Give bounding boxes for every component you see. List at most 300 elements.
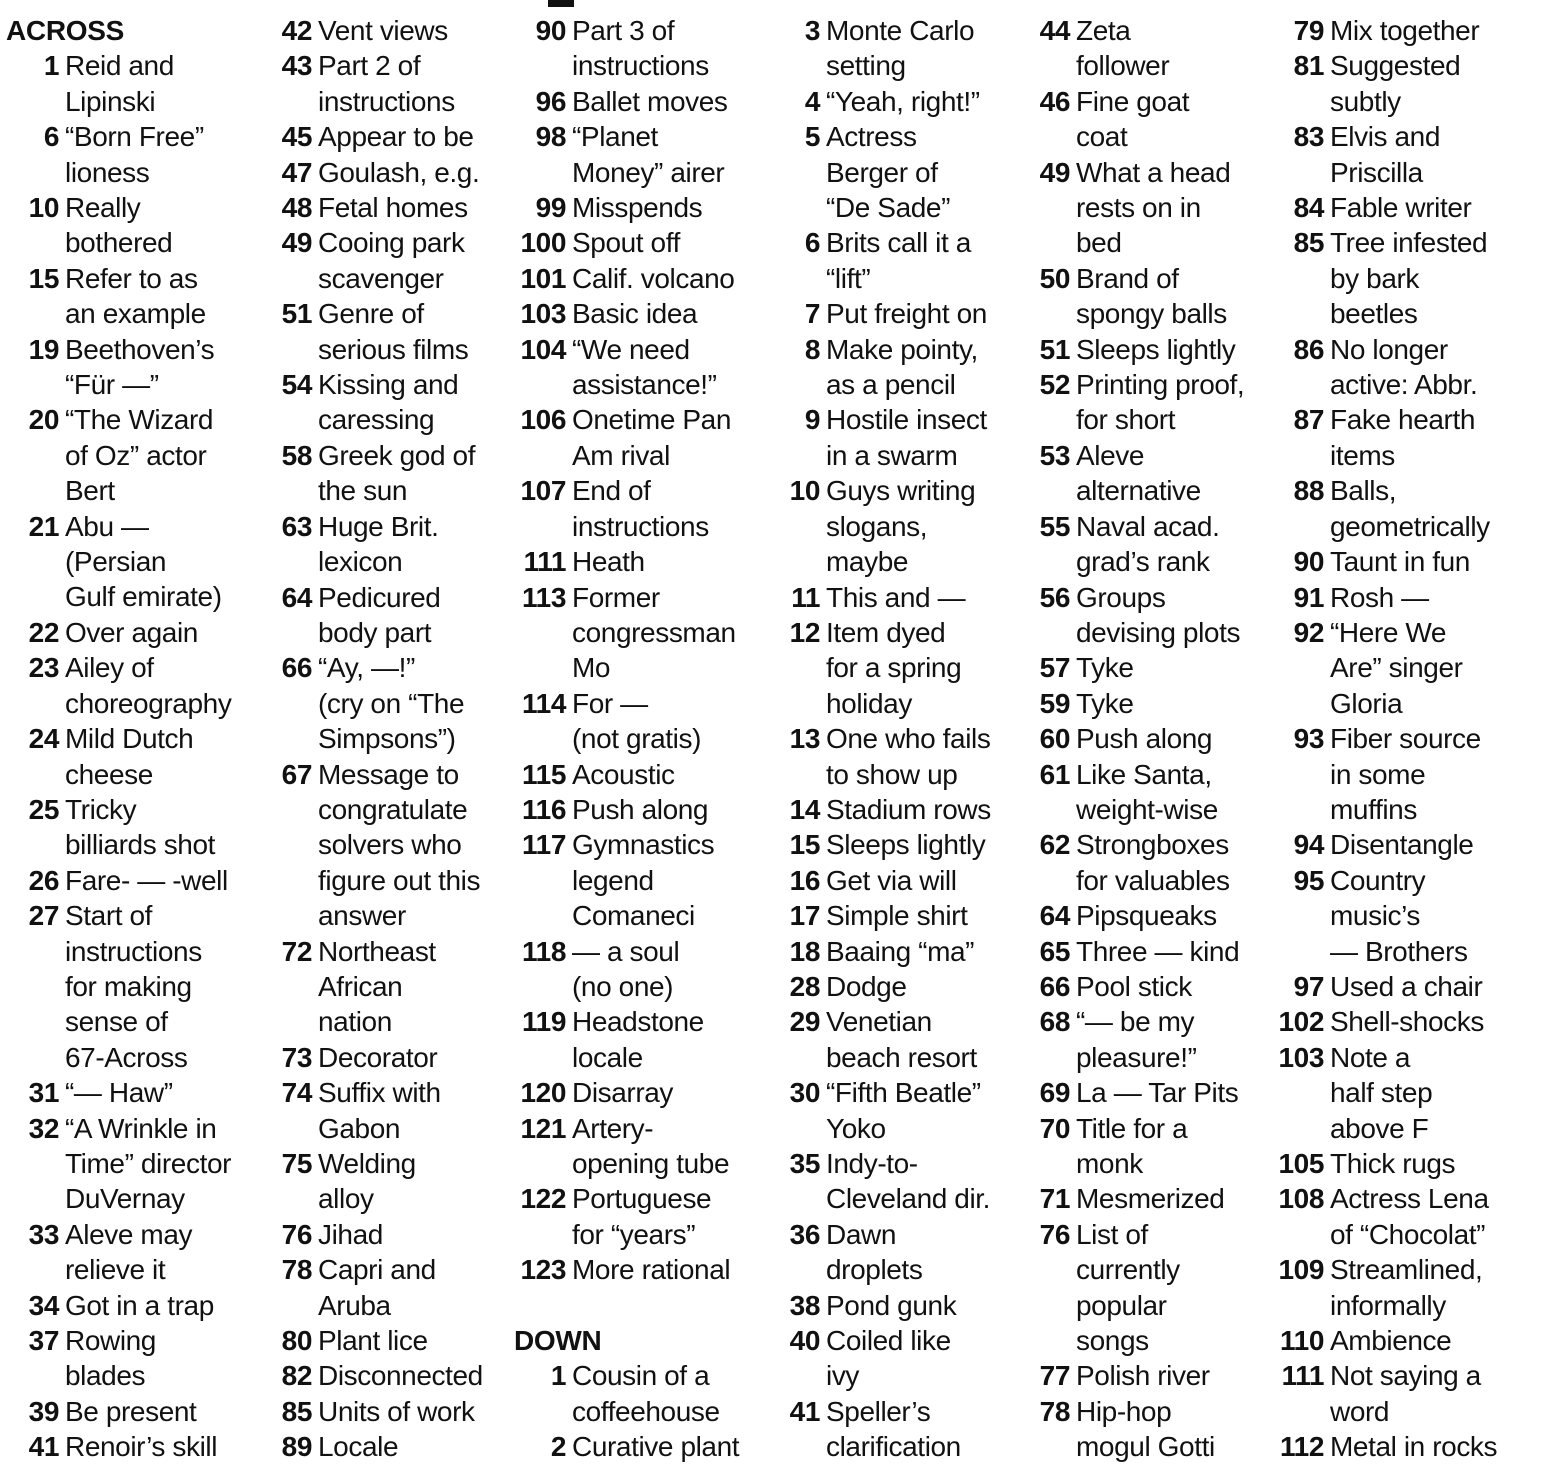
clue-text-line: Headstone [572,1006,704,1038]
clue-text [318,13,512,48]
clue-text-line: Title for a [1076,1112,1188,1144]
clue-text [318,1323,512,1358]
clue-item [1034,1004,1268,1075]
clue-text-line: Not saying a [1330,1360,1481,1392]
clue-item [6,119,272,190]
clue-text [318,1429,512,1464]
clue-item [514,13,782,84]
clue-item [514,1075,782,1110]
clue-text-line: Simpsons”) [318,723,456,755]
clue-item [514,757,782,792]
clue-number: 103 [1278,1041,1324,1073]
clue-number: 37 [28,1325,59,1357]
clue-text-line: Goulash, e.g. [318,156,480,188]
clue-text [1330,1004,1542,1039]
clue-item [6,792,272,863]
clue-text-line: Ballet moves [572,85,728,117]
clue-item [1272,13,1542,48]
clue-text-line: Venetian [826,1006,932,1038]
clue-number: 106 [520,404,566,436]
clue-text [318,1252,512,1323]
clue-number: 80 [281,1325,312,1357]
clue-text-line: in some [1330,758,1426,790]
clue-number: 15 [28,262,59,294]
clue-item [1272,1146,1542,1181]
clue-item [1272,1181,1542,1252]
clue-text-line: Stadium rows [826,793,991,825]
clue-text [318,225,512,296]
clue-number: 48 [281,192,312,224]
clue-text-line: locale [572,1041,643,1073]
clue-number: 97 [1293,970,1324,1002]
clue-item [274,580,512,651]
clue-text [826,225,1032,296]
clue-text-line: devising plots [1076,616,1241,648]
clue-text-line: scavenger [318,262,444,294]
clue-text-line: DuVernay [65,1183,185,1215]
clue-text-line: Item dyed [826,616,946,648]
clue-number: 50 [1039,262,1070,294]
clue-item [784,1075,1032,1146]
clue-text-line: sense of [65,1006,168,1038]
clue-text-line: billiards shot [65,829,216,861]
clue-text [318,190,512,225]
clue-text-line: serious films [318,333,469,365]
clue-item [784,1217,1032,1288]
clue-text [318,1358,512,1393]
clue-number: 49 [281,227,312,259]
clue-number: 66 [1039,970,1070,1002]
clue-text-line: Monte Carlo [826,15,975,46]
clue-number: 64 [281,581,312,613]
clue-number: 115 [522,758,566,790]
clue-text [826,1075,1032,1146]
clue-text [1330,1358,1542,1429]
clue-number: 19 [28,333,59,365]
clue-text-line: Simple shirt [826,900,968,932]
clue-text-line: Cooing park [318,227,465,259]
clue-text-line: “Ay, —!” [318,652,415,684]
clue-text-line: songs [1076,1325,1149,1357]
clue-text [572,225,782,260]
clue-text-line: Disarray [572,1077,674,1109]
clue-text-line: “Yeah, right!” [826,85,980,117]
clue-item [1034,438,1268,509]
clue-text-line: For — [572,687,648,719]
clue-number: 10 [28,192,59,224]
clue-text-line: Rowing [65,1325,156,1357]
clue-text-line: beetles [1330,298,1418,330]
clue-text-line: Aleve [1076,439,1145,471]
clue-text [65,48,272,119]
clue-text-line: Groups [1076,581,1166,613]
clue-number: 1 [43,50,59,82]
clue-text [318,1394,512,1429]
clue-item [6,1394,272,1429]
clue-text [1330,1146,1542,1181]
clue-item [784,1004,1032,1075]
clue-text-line: Fare- — -well [65,864,228,896]
clue-text-line: Greek god of [318,439,476,471]
clue-text-line: for “years” [572,1218,696,1250]
clue-text-line: Genre of [318,298,424,330]
clue-text-line: Comaneci [572,900,695,932]
clue-text-line: Am rival [572,439,670,471]
clue-text-line: nation [318,1006,392,1038]
clue-text-line: Brits call it a [826,227,971,259]
clue-number: 109 [1278,1254,1324,1286]
clue-item [1272,332,1542,403]
clue-text [826,1288,1032,1323]
clue-text-line: Start of [65,900,153,932]
clue-text-line: bed [1076,227,1122,259]
clue-text-line: Disentangle [1330,829,1474,861]
clue-item [274,296,512,367]
clue-text-line: Dawn [826,1218,896,1250]
clue-item [6,863,272,898]
clue-text-line: Portuguese [572,1183,712,1215]
clue-item [514,261,782,296]
clue-text-line: Priscilla [1330,156,1423,188]
clue-item [1272,1004,1542,1039]
clue-text-line: an example [65,298,206,330]
clue-text-line: Used a chair [1330,970,1483,1002]
clue-text [1076,332,1268,367]
clue-text-line: figure out this [318,864,481,896]
clue-text-line: Gymnastics [572,829,715,861]
clue-text-line: droplets [826,1254,923,1286]
clue-item [784,969,1032,1004]
clue-text-line: follower [1076,50,1170,82]
clue-item [1272,402,1542,473]
clue-number: 62 [1039,829,1070,861]
clue-text-line: of Oz” actor [65,439,207,471]
clue-number: 81 [1293,50,1324,82]
clue-text [1330,827,1542,862]
clue-text [1330,721,1542,827]
clue-number: 32 [28,1112,59,1144]
clue-number: 39 [28,1395,59,1427]
clue-number: 122 [520,1183,566,1215]
clue-number: 35 [789,1148,820,1179]
clue-text [65,898,272,1075]
clue-item [6,1111,272,1217]
clue-number: 53 [1039,439,1070,471]
clue-number: 14 [789,793,820,825]
clue-item [514,402,782,473]
clue-text-line: Streamlined, [1330,1254,1483,1286]
clue-text [1076,721,1268,756]
clue-text [318,1217,512,1252]
clue-text-line: La — Tar Pits [1076,1077,1239,1109]
clue-number: 118 [522,935,566,967]
clue-item [1272,1040,1542,1146]
clue-number: 45 [281,121,312,153]
clue-item [1272,1252,1542,1323]
clue-item [784,721,1032,792]
clue-number: 22 [28,616,59,648]
clue-item [514,544,782,579]
clue-text-line: Push along [572,793,709,825]
clue-number: 84 [1293,192,1324,224]
clue-text-line: alloy [318,1183,374,1215]
clue-item [514,1358,782,1429]
clue-text-line: Suffix with [318,1077,441,1109]
clue-number: 51 [281,298,312,330]
clue-text [826,1323,1032,1394]
clue-text [1330,580,1542,615]
clue-text [318,367,512,438]
clue-item [514,827,782,933]
clue-number: 96 [535,85,566,117]
clue-text-line: informally [1330,1289,1446,1321]
clue-text-line: active: Abbr. [1330,369,1478,401]
clue-text-line: answer [318,900,406,932]
clue-item [1034,509,1268,580]
clue-text [1076,1004,1268,1075]
clue-number: 105 [1278,1148,1324,1179]
clue-item [6,509,272,615]
clue-text-line: Cleveland dir. [826,1183,991,1215]
clue-text [1076,509,1268,580]
clue-number: 102 [1278,1006,1324,1038]
clue-text-line: — Brothers [1330,935,1468,967]
clue-text [1076,580,1268,651]
clue-item [1272,1323,1542,1358]
clue-number: 63 [281,510,312,542]
clue-text-line: Over again [65,616,198,648]
clue-item [1034,827,1268,898]
clue-text-line: instructions [65,935,202,967]
clue-item [6,48,272,119]
clue-text-line: congressman [572,616,736,648]
clue-text [1076,898,1268,933]
clue-text [318,296,512,367]
clue-item [1034,580,1268,651]
clue-text [1076,969,1268,1004]
clue-text-line: blades [65,1360,146,1392]
clue-text-line: Ailey of [65,652,154,684]
clue-text-line: Pond gunk [826,1289,957,1321]
clue-number: 58 [281,439,312,471]
clue-text [572,1075,782,1110]
clue-number: 73 [281,1041,312,1073]
clue-text-line: grad’s rank [1076,546,1210,578]
clue-text [1076,261,1268,332]
clue-item [514,1252,782,1287]
clue-item [1034,969,1268,1004]
clue-number: 13 [789,723,820,755]
clue-text [1330,225,1542,331]
clue-text [318,1146,512,1217]
clue-number: 120 [520,1077,566,1109]
clue-number: 119 [522,1006,566,1038]
clue-number: 3 [804,15,820,46]
clue-text [572,1111,782,1182]
clue-number: 101 [520,262,566,294]
clue-number: 76 [1039,1218,1070,1250]
clue-column-2 [274,13,512,1465]
clue-number: 23 [28,652,59,684]
clue-text [572,190,782,225]
clue-text [1076,1111,1268,1182]
clue-text [318,580,512,651]
clue-number: 55 [1039,510,1070,542]
clue-item [1034,367,1268,438]
clue-text-line: Curative plant [572,1431,740,1463]
clue-text-line: End of [572,475,651,507]
clue-number: 116 [522,793,566,825]
clue-text-line: Mesmerized [1076,1183,1225,1215]
clue-text-line: Gabon [318,1112,401,1144]
clue-text-line: Plant lice [318,1325,428,1357]
clue-item [1034,84,1268,155]
clue-text-line: Abu — [65,510,149,542]
clue-text [1330,1181,1542,1252]
clue-number: 54 [281,369,312,401]
clue-text-line: maybe [826,546,909,578]
clue-number: 31 [28,1077,59,1109]
clue-number: 117 [522,829,566,861]
clue-text [65,402,272,508]
clue-text-line: Taunt in fun [1330,546,1470,578]
clue-text [1076,1217,1268,1359]
clue-text [1330,969,1542,1004]
clue-text-line: lioness [65,156,150,188]
clue-text-line: Hip-hop [1076,1395,1172,1427]
clue-text-line: bothered [65,227,173,259]
clue-item [274,438,512,509]
clue-text-line: Welding [318,1148,416,1179]
clue-number: 74 [281,1077,312,1109]
clue-number: 51 [1039,333,1070,365]
clue-text-line: above F [1330,1112,1429,1144]
clue-text-line: Berger of [826,156,938,188]
clue-text [1330,615,1542,721]
clue-item [1034,650,1268,685]
clue-text [826,1146,1032,1217]
clue-number: 34 [28,1289,59,1321]
clue-item [784,119,1032,225]
clue-number: 99 [535,192,566,224]
clue-text [1330,1040,1542,1146]
clue-item [514,84,782,119]
clue-text [65,1288,272,1323]
clue-text-line: Renoir’s skill [65,1431,218,1463]
clue-number: 25 [28,793,59,825]
clue-text-line: setting [826,50,906,82]
clue-text-line: Part 3 of [572,15,675,46]
clue-item [514,296,782,331]
clue-text-line: relieve it [65,1254,166,1286]
clue-number: 2 [550,1431,566,1463]
clue-item [6,1075,272,1110]
clue-text-line: “— be my [1076,1006,1195,1038]
clue-number: 77 [1039,1360,1070,1392]
clue-text-line: Get via will [826,864,957,896]
clue-item [514,332,782,403]
top-edge-mark [548,0,574,7]
clue-item [784,898,1032,933]
clue-text [572,402,782,473]
clue-number: 85 [281,1395,312,1427]
clue-text-line: Naval acad. [1076,510,1220,542]
clue-item [274,1429,512,1464]
clue-text-line: “Für —” [65,369,159,401]
clue-item [6,650,272,721]
clue-item [784,84,1032,119]
clue-text-line: Basic idea [572,298,698,330]
clue-number: 42 [281,15,312,46]
clue-text [1076,650,1268,685]
clue-text-line: Onetime Pan [572,404,732,436]
clue-text [1076,1358,1268,1393]
clue-text [826,473,1032,579]
clue-text-line: subtly [1330,85,1401,117]
clue-text-line: Fiber source [1330,723,1481,755]
clue-number: 17 [789,900,820,932]
clue-text-line: lexicon [318,546,403,578]
clue-text-line: cheese [65,758,153,790]
clue-number: 110 [1280,1325,1324,1357]
clue-number: 69 [1039,1077,1070,1109]
clue-text-line: Suggested [1330,50,1461,82]
clue-text-line: rests on in [1076,192,1201,224]
clue-text-line: caressing [318,404,435,436]
clue-text-line: Elvis and [1330,121,1441,153]
clue-number: 57 [1039,652,1070,684]
clue-text [826,898,1032,933]
clue-number: 10 [789,475,820,507]
clue-text-line: of “Chocolat” [1330,1218,1486,1250]
clue-text-line: Fetal homes [318,192,468,224]
clue-item [514,1181,782,1252]
clue-text [318,155,512,190]
clue-number: 108 [1278,1183,1324,1215]
clue-text [826,863,1032,898]
clue-text-line: Got in a trap [65,1289,214,1321]
clue-text [1330,48,1542,119]
clue-number: 76 [281,1218,312,1250]
clue-text-line: African [318,970,403,1002]
clue-text-line: instructions [318,85,455,117]
clue-item [274,1252,512,1323]
clue-text-line: Pool stick [1076,970,1192,1002]
clue-text-line: More rational [572,1254,731,1286]
clue-text [826,84,1032,119]
clue-text [572,686,782,757]
clue-number: 90 [1293,546,1324,578]
clue-text-line: Tyke [1076,687,1134,719]
clue-text [318,650,512,756]
clue-number: 90 [535,15,566,46]
clue-text [65,863,272,898]
clue-text [65,1075,272,1110]
clue-text [572,332,782,403]
clue-item [6,1217,272,1288]
clue-item [274,190,512,225]
clue-number: 64 [1039,900,1070,932]
clue-text-line: Calif. volcano [572,262,735,294]
clue-number: 44 [1039,15,1070,46]
clue-item [514,686,782,757]
clue-text-line: Huge Brit. [318,510,439,542]
clue-item [1272,225,1542,331]
clue-number: 26 [28,864,59,896]
clue-text-line: Baaing “ma” [826,935,975,967]
clue-text [572,473,782,544]
clue-number: 20 [28,404,59,436]
